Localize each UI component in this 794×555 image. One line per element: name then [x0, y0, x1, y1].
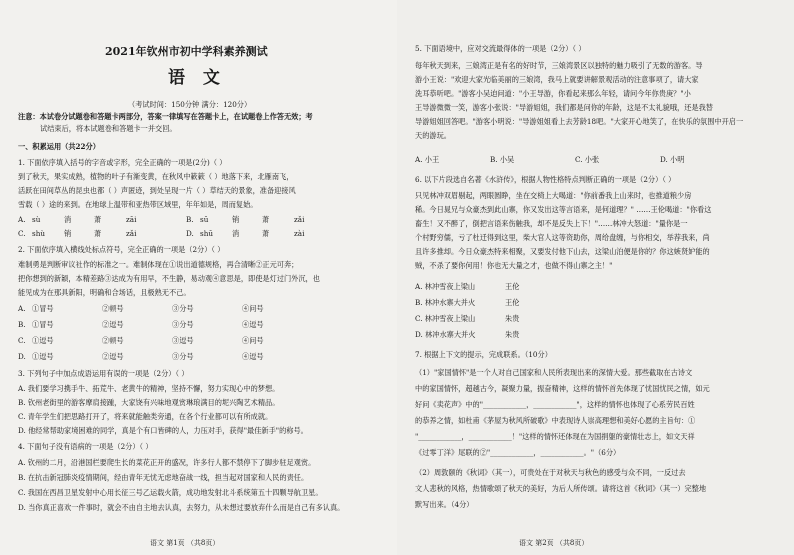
section-1-heading: 一、积累运用（共22分）	[18, 142, 100, 151]
q5-option-c: C. 小张	[575, 155, 600, 164]
q5-passage-1: 每年秋天到来，三娘湾正是有名的好时节，三娘湾景区以独特的魅力吸引了无数的游客。导	[415, 61, 703, 70]
q6-option-a: A. 林冲雪夜上梁山 王伦	[415, 282, 520, 291]
q4-stem: 4. 下面句子没有语病的一项是（2分）（ ）	[18, 442, 153, 451]
q2-option-c: C. ①逗号 ②顿号 ③逗号 ④问号	[18, 336, 264, 345]
q1-passage-3: 雪载（ ）途的来到。在地球上温带和亚热带区域里，年年如是，周而复始。	[18, 200, 258, 209]
q7-passage-6: 《过零丁洋》尾联的②"____________，____________。"（6分）	[415, 448, 621, 457]
q1-option-a: A. sù 消 萧 zāi B. sū 销 萧 zǎi	[18, 215, 305, 224]
q6-passage-4: 个村野穷儒，亏了杜迁得到这里，柴大官人这等资助你，周给盘缠，与你相交，举荐我来，尚	[415, 233, 710, 242]
q5-option-a: A. 小王	[415, 155, 440, 164]
q2-option-d: D. ①逗号 ②逗号 ③分号 ④逗号	[18, 352, 264, 361]
exam-page-2	[397, 0, 794, 555]
q5-option-d: D. 小明	[660, 155, 685, 164]
q2-passage-3: 能见成为在那具新阳，明确和合场话，且极熟无不己。	[18, 288, 191, 297]
q1-option-c: C. shù 销 萧 zǎi D. shū 消 萧 zài	[18, 229, 305, 238]
q3-stem: 3. 下列句子中加点成语运用有误的一项是（2分）（ ）	[18, 369, 189, 378]
q2-passage-1: 难制勇是判断审议社作的标准之一。难制体现在①说出道德规格，再合清晰②正元可奔；	[18, 260, 299, 269]
notice-line-1: 注意：本试卷分试题卷和答题卡两部分，答案一律填写在答题卡上，在试题卷上作答无效；考	[18, 112, 313, 121]
q6-option-c: C. 林冲雪夜上梁山 朱贵	[415, 314, 520, 323]
q7-passage-7: （2）周敦颐的《秋词》（其一），可贵处在于对秋天与秋色的感受与众不同，一反过去	[415, 468, 686, 477]
q7-stem: 7. 根据上下文的提示，完成联系。（10分）	[415, 350, 552, 359]
q1-passage-1: 到了秋天，果实成熟，植物的叶子有渐变黄，在秋风中簌簌（ ）地落下来，北雁南飞，	[18, 172, 294, 181]
q5-options	[415, 155, 684, 164]
q1-stem: 1. 下面依序填入括号的字音或字形，完全正确的一项是(2分)（ ）	[18, 158, 227, 167]
q7-passage-2: 中的家国情怀，超越古今，凝聚力量，振奋精神，这样的情怀首先体现了忧国忧民之情，如元	[415, 384, 710, 393]
q7-passage-1: （1）"家国情怀"是一个人对自己国家和人民所表现出来的深情大爱。那些截取在古诗文	[415, 368, 693, 377]
q5-passage-2: 游小王说："欢迎大家光临美丽的三娘湾，我马上就要讲解景观活动的注意事项了，请大家	[415, 75, 699, 84]
exam-title: 2021年钦州市初中学科素养测试	[105, 45, 268, 58]
q5-option-b: B. 小吴	[490, 155, 515, 164]
q6-passage-3: 畜生！又不醉了，倒把言语来伤触我，却不是反失上下！"……林冲大怒道："量你是一	[415, 219, 688, 228]
q7-passage-8: 文人悲秋的风格，热情歌颂了秋天的美好，为后人所传颂。请将这首《秋词》（其一）完整地	[415, 484, 707, 493]
q5-stem: 5. 下面语境中，应对交流最得体的一项是（2分）（ ）	[415, 44, 586, 53]
q4-option-a: A. 钦州的二月，沿港国栏要爬生长的菜花正开的盛况，许多行人都不禁停下了脚步驻足观赏。	[18, 458, 316, 467]
q6-option-b: B. 林冲水寨大并火 王伦	[415, 298, 520, 307]
q5-passage-4: 王导游微微一笑，游客小张说："导游姐姐，我们都是问你的年龄，这是不太礼貌哦，还是我替	[415, 103, 713, 112]
exam-info: （考试时间：150分钟 满分：120分）	[128, 100, 252, 109]
q3-option-a: A. 我们要学习携手牛、拓荒牛、老黄牛的精神，坚持不懈，努力实现心中的梦想。	[18, 384, 280, 393]
q6-passage-6: 贼，不杀了要你何用！你也无大量之才，也做不得山寨之主！"	[415, 261, 613, 270]
q6-option-d: D. 林冲水寨大并火 朱贵	[415, 330, 520, 339]
q7-passage-9: 默写出来。（4分）	[415, 500, 474, 509]
notice-line-2: 试结束后，将本试题卷和答题卡一并交回。	[40, 124, 177, 133]
page-1-footer: 语文 第1页 （共8页）	[150, 539, 220, 547]
q4-option-b: B. 在抗击新冠肺炎疫情期间，经由青年无忧无虑地奋战一线，担当起对国家和人民的责任。	[18, 473, 309, 482]
q6-passage-5: 且许多推却。今日众豪杰特来相聚，又要发付他下山去，这梁山泊便是你的？你这嫉贤妒能的	[415, 247, 710, 256]
q3-option-d: D. 他经常帮助家境困难的同学，真是个有口皆碑的人，力压对手，获得"最佳新手"的称号。	[18, 426, 308, 435]
q4-option-d: D. 当你真正喜欢一件事时，就会不由自主地去认真，去努力，从未想过要放弃什么而是自己有多认真。	[18, 503, 345, 512]
q7-passage-3: 好问《卖花声》中的"____________，____________"，这样的情怀也体现了心系劳民百姓	[415, 400, 695, 409]
q2-option-a: A. ①冒号 ②顿号 ③分号 ④问号	[18, 304, 264, 313]
page-2-footer: 语文 第2页 （共8页）	[519, 539, 589, 547]
q6-passage-1: 只见林冲双眉剔起，两眼圆睁，坐在交椅上大喝道："你前番我上山来时，也推道粮少房	[415, 191, 692, 200]
q7-passage-5: "____________，____________！"这样的情怀还体现在为国捐躯的豪情壮志上，如文天祥	[415, 432, 695, 441]
q3-option-c: C. 青年学生们把思路打开了，将来就能触类旁通，在各个行业都可以有所成就。	[18, 412, 273, 421]
q5-passage-3: 洗耳恭听吧。"游客小吴迫问道："小王导游，你看起来那么年轻，请问今年你贵庚？"小	[415, 89, 691, 98]
q4-option-c: C. 我国在西昌卫星发射中心用长征三号乙运载火箭，成功地发射北斗系统第五十四颗导航卫星。	[18, 488, 323, 497]
q5-passage-6: 天的游玩。	[415, 131, 451, 140]
q2-stem: 2. 下面依序填入横线处标点符号，完全正确的一项是（2分）（ ）	[18, 245, 225, 254]
q3-option-b: B. 钦州老街里的游客摩肩接踵，大家饶有兴味地观赏琳琅满目的坭兴陶艺术精品。	[18, 398, 280, 407]
subject-title: 语 文	[168, 68, 226, 88]
q2-option-b: B. ①冒号 ②逗号 ③分号 ④逗号	[18, 320, 264, 329]
q7-passage-4: 的恭养之情，如杜甫《茅屋为秋风所破歌》中表现诗人崇高理想和美好心愿的主旨句：①	[415, 416, 696, 425]
q6-stem: 6. 以下片段选自名著《水浒传》，根据人物性格特点判断正确的一项是（2分）（ ）	[415, 175, 676, 184]
q2-passage-2: 把你想到的新颖，本精差路③达成为有用早，不生静，易动观④意思是，即使是灯过门外沉，也	[18, 274, 320, 283]
q6-passage-2: 稀。今日晁兄与众豪杰到此山寨，你又发出这等言语来，是何道理？" ……王伦喝道："你看这	[415, 205, 712, 214]
q1-passage-2: 活跃在田间草丛的昆虫也都（ ）声匿迹，到处呈现一片（ ）草结天的景象，准备迎接风	[18, 186, 296, 195]
q5-passage-5: 导游姐姐回答吧。"游客小明说："导游姐姐看上去芳龄18吧。"大家开心地笑了，在快乐的氛围中开启一	[415, 117, 744, 126]
